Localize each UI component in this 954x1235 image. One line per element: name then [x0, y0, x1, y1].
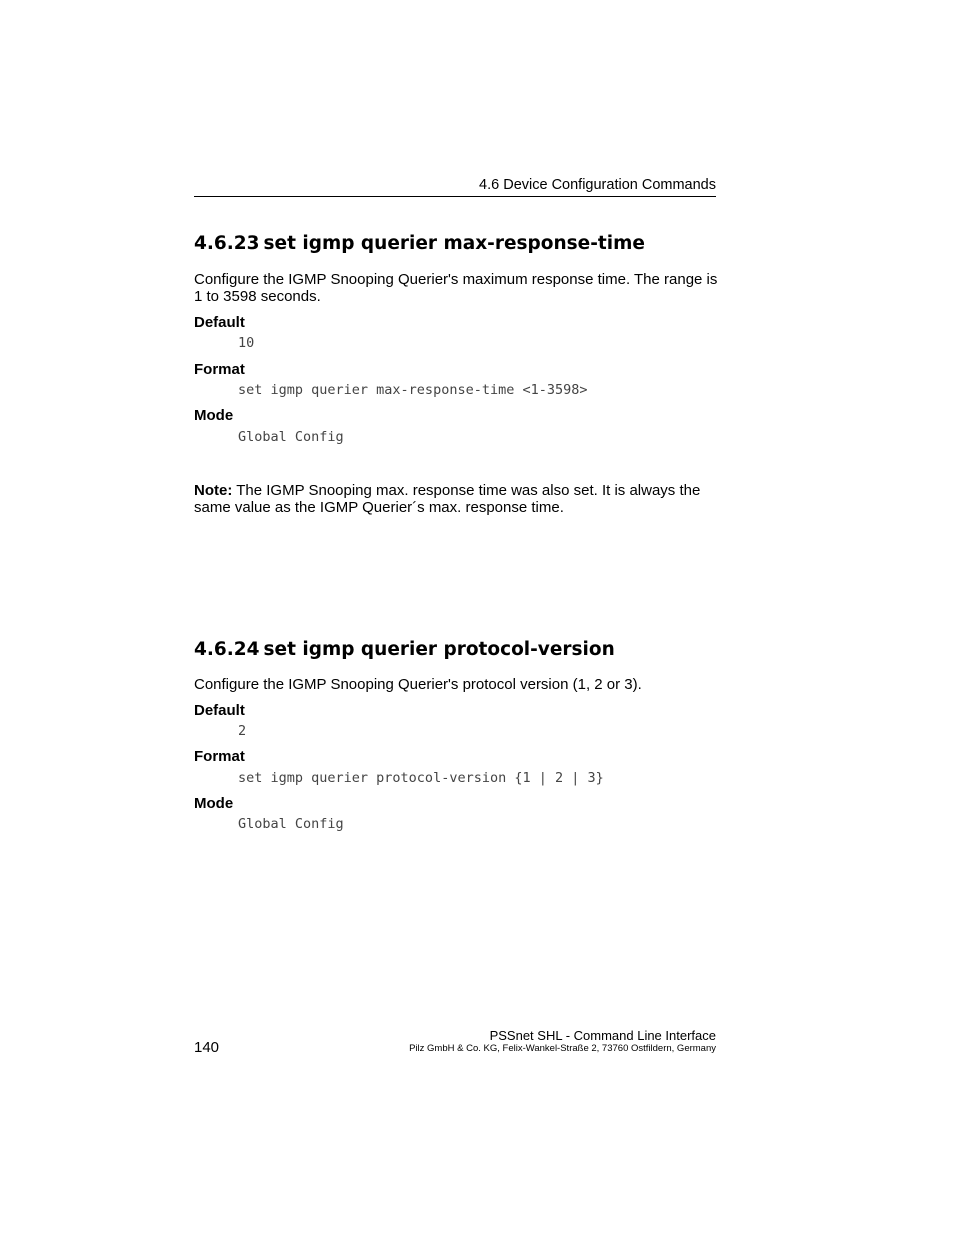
- mode-value: Global Config: [238, 429, 344, 445]
- section-title: set igmp querier max-response-time: [263, 233, 645, 254]
- format-label: Format: [194, 748, 245, 765]
- section-description: Configure the IGMP Snooping Querier's maximum response time. The range is 1 to 3598 seconds.: [194, 271, 718, 305]
- running-header: [194, 176, 716, 197]
- footer-company: Pilz GmbH & Co. KG, Felix-Wankel-Straße 2, 73760 Ostfildern, Germany: [409, 1043, 716, 1054]
- mode-label: Mode: [194, 795, 234, 812]
- format-value: set igmp querier protocol-version {1 | 2 | 3}: [238, 770, 604, 786]
- page-number: 140: [194, 1039, 220, 1056]
- section-number: 4.6.24: [194, 639, 260, 660]
- header-section-title: 4.6 Device Configuration Commands: [479, 177, 716, 193]
- default-label: Default: [194, 314, 245, 331]
- default-value: 2: [238, 723, 247, 739]
- mode-value: Global Config: [238, 816, 344, 832]
- note-label: Note:: [194, 482, 233, 499]
- section-heading: [194, 233, 645, 254]
- note-text: The IGMP Snooping max. response time was also set. It is always the same value as the IGMP Querier´s max. response time.: [194, 482, 701, 516]
- mode-label: Mode: [194, 407, 234, 424]
- section-number: 4.6.23: [194, 233, 260, 254]
- footer-product: PSSnet SHL - Command Line Interface: [489, 1028, 716, 1043]
- default-label: Default: [194, 702, 245, 719]
- section-description: Configure the IGMP Snooping Querier's protocol version (1, 2 or 3).: [194, 676, 642, 693]
- section-title: set igmp querier protocol-version: [263, 639, 615, 660]
- default-value: 10: [238, 335, 255, 351]
- format-value: set igmp querier max-response-time <1-3598>: [238, 382, 588, 398]
- section-heading: [194, 639, 615, 660]
- note-paragraph: [194, 482, 718, 516]
- format-label: Format: [194, 361, 245, 378]
